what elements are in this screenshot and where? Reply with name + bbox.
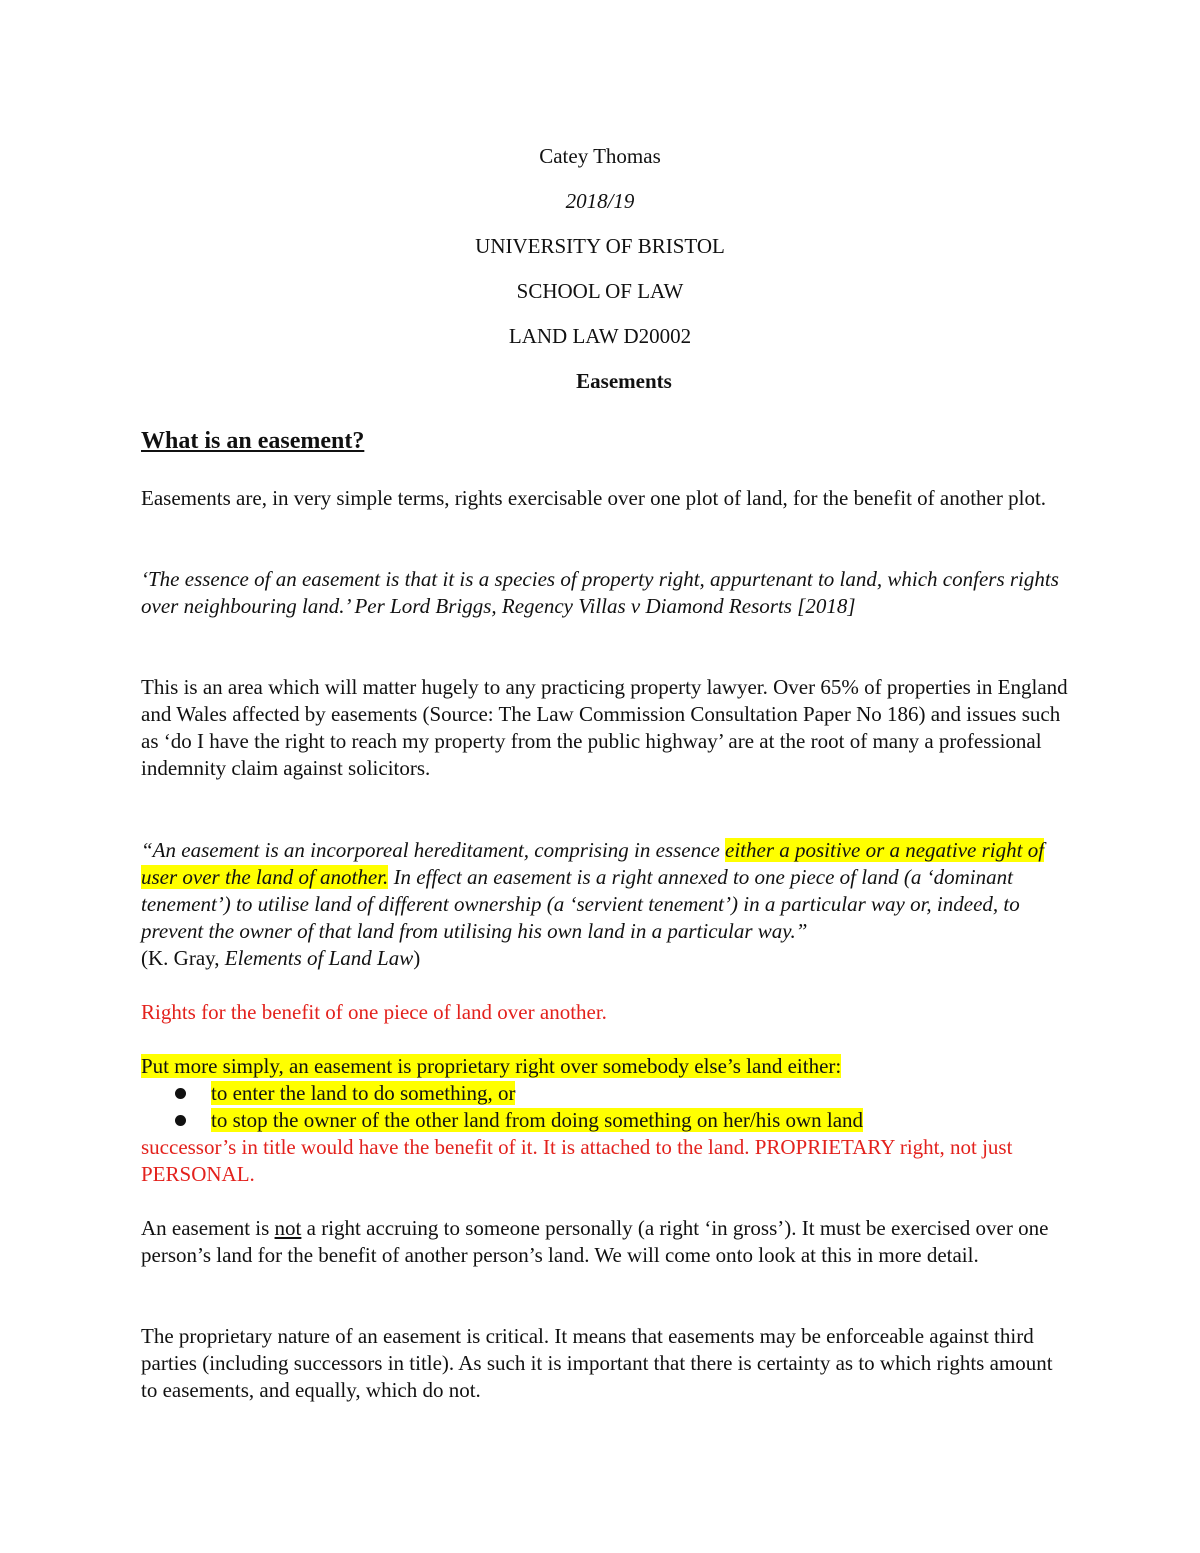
simpler-block [141, 1053, 1071, 1134]
briggs-quote: ‘The essence of an easement is that it is a species of property right, appurtenant to land, which confers rights over neighbouring land.’ Per Lord Briggs, Regency Villas v Diamond Resorts [2018] [141, 567, 1059, 618]
list-item: to enter the land to do something, or [141, 1080, 1071, 1107]
school-name: SCHOOL OF LAW [516, 279, 684, 303]
citation-open: (K. Gray, [141, 946, 225, 970]
underlined-not: not [274, 1216, 302, 1240]
note-rights-benefit: Rights for the benefit of one piece of land over another. [141, 1000, 607, 1024]
gray-quote [141, 837, 1071, 972]
section-heading: What is an easement? [141, 428, 365, 454]
proprietary-paragraph: The proprietary nature of an easement is critical. It means that easements may be enforceable against third parties (including successors in title). As such it is important that there is certainty as to which rights amount to easements, and equally, which do not. [141, 1324, 1053, 1402]
author-name: Catey Thomas [539, 144, 661, 168]
topic-title: Easements [576, 369, 672, 393]
citation-title: Elements of Land Law [224, 946, 414, 970]
note-successors: successor’s in title would have the benefit of it. It is attached to the land. PROPRIETARY right, not just PERSONAL. [141, 1135, 1013, 1186]
quote-highlight: either a positive or a negative right of user over the land of another. [141, 838, 1045, 889]
simpler-sentence: Put more simply, an easement is proprietary right over somebody else’s land either: [141, 1054, 842, 1078]
academic-year: 2018/19 [565, 189, 635, 213]
quote-text-end: In effect an easement is a right annexed to one piece of land (a ‘dominant tenement’) to utilise land of different ownership (a ‘servient tenement’) in a particular way or, indeed, to prevent the owner of that land from utilising his own land in a particular way.” [141, 865, 1020, 943]
bullet-icon [175, 1088, 186, 1099]
course-code: LAND LAW D20002 [508, 324, 692, 348]
university-name: UNIVERSITY OF BRISTOL [475, 234, 725, 258]
citation-close: ) [413, 946, 421, 970]
list-item: to stop the owner of the other land from doing something on her/his own land [141, 1107, 1071, 1134]
intro-paragraph: Easements are, in very simple terms, rights exercisable over one plot of land, for the benefit of another plot. [141, 486, 1047, 510]
bullet-icon [175, 1115, 186, 1126]
quote-text-start: “An easement is an incorporeal hereditament, comprising in essence [141, 838, 726, 862]
easement-bullet-list [141, 1080, 1071, 1134]
in-gross-paragraph: An easement is not a right accruing to someone personally (a right ‘in gross’). It must be exercised over one person’s land for the benefit of another person’s land. We will come onto look at this in more detail. [141, 1216, 1049, 1267]
context-paragraph: This is an area which will matter hugely to any practicing property lawyer. Over 65% of properties in England and Wales affected by easements (Source: The Law Commission Consultation Paper No 186) and issues such as ‘do I have the right to reach my property from the public highway’ are at the root of many a professional indemnity claim against solicitors. [141, 675, 1068, 780]
